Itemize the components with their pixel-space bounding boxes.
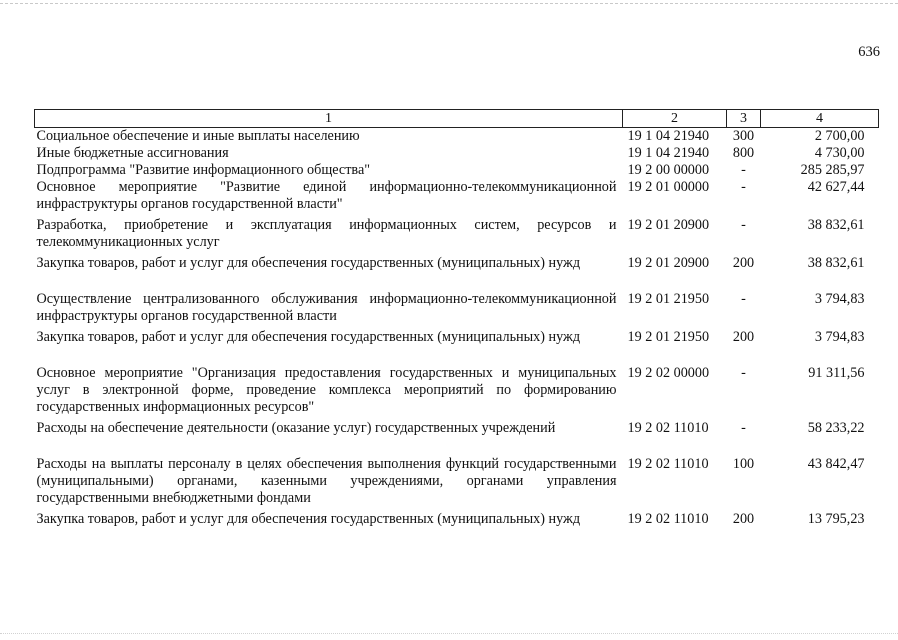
row-vr: - (741, 291, 746, 307)
header-col-amount: 4 (761, 110, 879, 128)
row-vr: - (741, 162, 746, 178)
row-vr: - (741, 420, 746, 436)
row-vr: 200 (732, 255, 755, 271)
budget-table (34, 109, 879, 528)
header-col-name: 1 (35, 110, 623, 128)
row-code: 19 2 01 21950 (627, 329, 710, 345)
row-vr: 300 (732, 128, 755, 144)
table-row (35, 255, 879, 291)
header-row (35, 110, 879, 128)
row-code: 19 2 01 20900 (627, 217, 710, 233)
table-row (35, 511, 879, 528)
row-amount: 91 311,56 (808, 365, 865, 381)
table-row (35, 329, 879, 365)
row-amount: 38 832,61 (807, 255, 865, 271)
row-name: Закупка товаров, работ и услуг для обеспечения государственных (муниципальных) нужд (36, 511, 581, 527)
row-code: 19 2 02 11010 (627, 420, 709, 436)
table-row (35, 128, 879, 146)
row-name: Социальное обеспечение и иные выплаты населению (36, 128, 360, 144)
row-name: Расходы на выплаты персоналу в целях обеспечения выполнения функций государственными (муниципальными) органами, казенными учреждениями, органами управления государственными внебюджетными фондами (36, 456, 617, 506)
row-name: Основное мероприятие "Организация предоставления государственных и муниципальных услуг в электронной форме, проведение комплекса мероприятий по формированию государственных информационных ресурсов" (36, 365, 617, 415)
row-vr: 800 (732, 145, 755, 161)
row-amount: 38 832,61 (807, 217, 865, 233)
row-amount: 3 794,83 (814, 291, 865, 307)
row-amount: 42 627,44 (807, 179, 865, 195)
row-vr: 200 (732, 511, 755, 527)
row-amount: 4 730,00 (814, 145, 865, 161)
table-header (35, 110, 879, 128)
row-amount: 13 795,23 (807, 511, 865, 527)
page-number: 636 (858, 44, 880, 60)
row-code: 19 2 02 11010 (627, 456, 709, 472)
row-name: Закупка товаров, работ и услуг для обеспечения государственных (муниципальных) нужд (36, 329, 581, 345)
row-name: Подпрограмма "Развитие информационного общества" (36, 162, 371, 178)
row-name: Основное мероприятие "Развитие единой информационно-телекоммуникационной инфраструктуры органов государственной власти" (36, 179, 617, 212)
row-name: Закупка товаров, работ и услуг для обеспечения государственных (муниципальных) нужд (36, 255, 581, 271)
row-amount: 3 794,83 (814, 329, 865, 345)
row-code: 19 2 01 21950 (627, 291, 710, 307)
table-body (35, 128, 879, 529)
table-row (35, 456, 879, 511)
row-name: Расходы на обеспечение деятельности (оказание услуг) государственных учреждений (36, 420, 556, 436)
table-row (35, 179, 879, 217)
table-row (35, 217, 879, 255)
row-name: Осуществление централизованного обслуживания информационно-телекоммуникационной инфраструктуры органов государственной власти (36, 291, 617, 324)
row-code: 19 1 04 21940 (627, 128, 710, 144)
table-row (35, 420, 879, 456)
row-code: 19 2 02 00000 (627, 365, 710, 381)
budget-table-container (34, 109, 878, 528)
row-code: 19 2 01 00000 (627, 179, 710, 195)
row-vr: - (741, 179, 746, 195)
row-amount: 43 842,47 (807, 456, 865, 472)
scan-top-edge (0, 3, 898, 4)
table-row (35, 145, 879, 162)
table-row (35, 162, 879, 179)
row-code: 19 2 01 20900 (627, 255, 710, 271)
row-name: Разработка, приобретение и эксплуатация информационных систем, ресурсов и телекоммуникационных услуг (36, 217, 617, 250)
row-amount: 58 233,22 (807, 420, 865, 436)
row-vr: 200 (732, 329, 755, 345)
row-code: 19 2 00 00000 (627, 162, 710, 178)
table-row (35, 365, 879, 420)
row-amount: 2 700,00 (814, 128, 865, 144)
table-row (35, 291, 879, 329)
scan-bottom-edge (0, 633, 898, 634)
row-amount: 285 285,97 (800, 162, 865, 178)
row-code: 19 2 02 11010 (627, 511, 709, 527)
header-col-vr: 3 (727, 110, 761, 128)
row-code: 19 1 04 21940 (627, 145, 710, 161)
row-vr: - (741, 365, 746, 381)
header-col-code: 2 (623, 110, 727, 128)
row-vr: 100 (732, 456, 755, 472)
row-name: Иные бюджетные ассигнования (36, 145, 229, 161)
row-vr: - (741, 217, 746, 233)
